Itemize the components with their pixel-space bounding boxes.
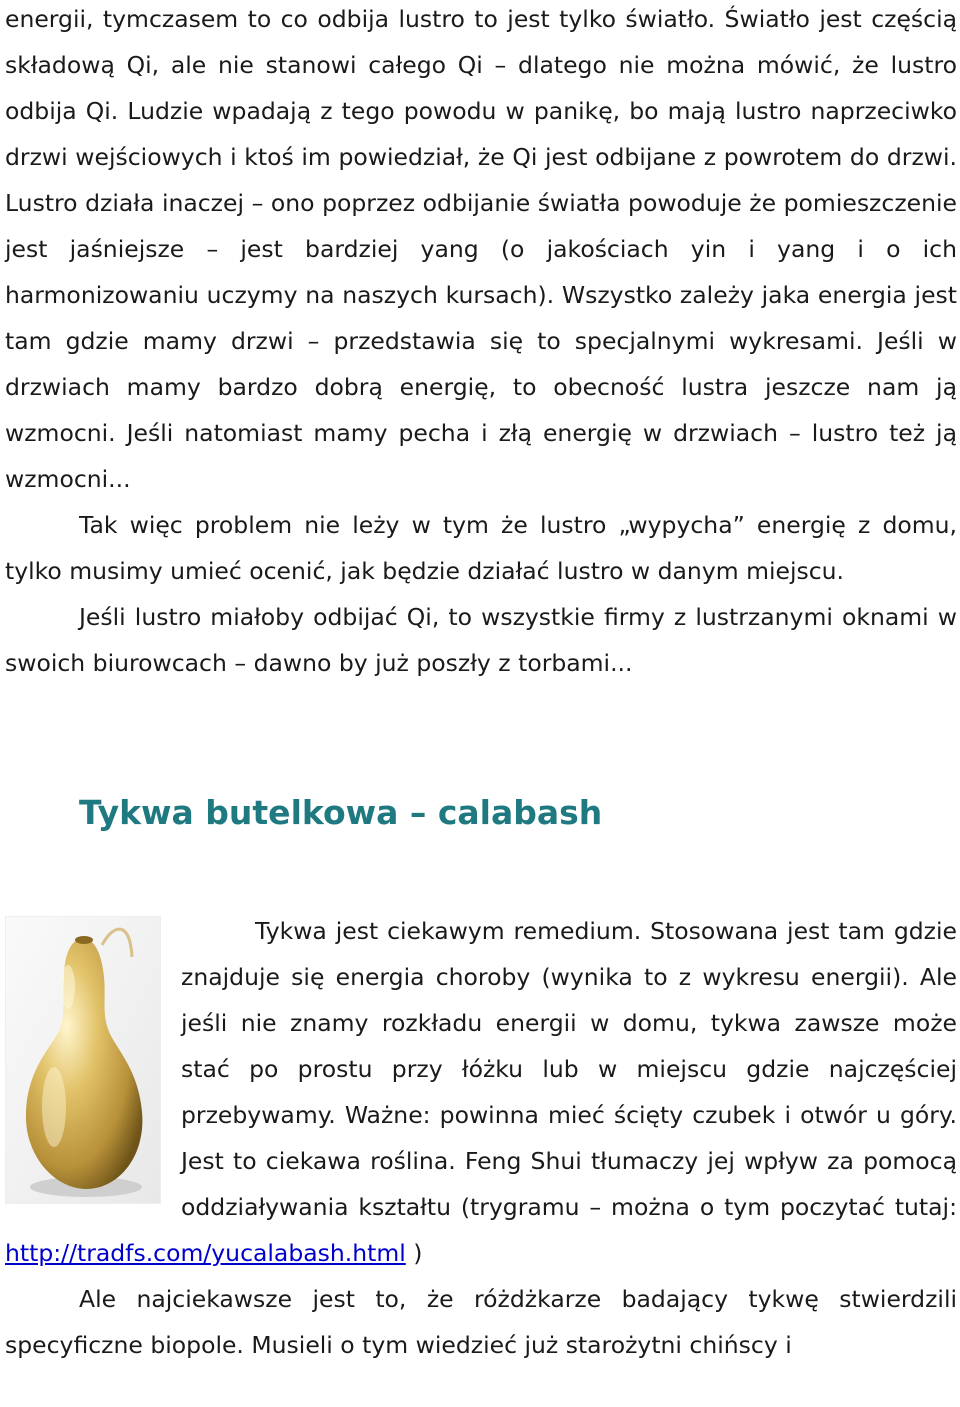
calabash-gourd-icon xyxy=(6,917,160,1203)
document-page xyxy=(5,0,957,1359)
paragraph-calabash-text: Tykwa jest ciekawym remedium. Stosowana jest tam gdzie znajduje się energia choroby (wynika to z wykresu energii). Ale jeśli nie znamy rozkładu energii w domu, tykwa zawsze może stać po prostu przy łóżku lub w miejscu gdzie najczęściej przebywamy. Ważne: powinna mieć ścięty czubek i otwór u góry. Jest to ciekawa roślina. Feng Shui tłumaczy jej wpływ za pomocą oddziaływania kształtu (trygramu – można o tym poczytać tutaj: xyxy=(181,917,957,1221)
calabash-link[interactable]: http://tradfs.com/yucalabash.html xyxy=(5,1239,406,1267)
section-heading-calabash: Tykwa butelkowa – calabash xyxy=(79,793,603,832)
paragraph-mirror-offices: Jeśli lustro miałoby odbijać Qi, to wszystkie firmy z lustrzanymi oknami w swoich biurowcach – dawno by już poszły z torbami... xyxy=(5,603,957,677)
paragraph-mirror-light: energii, tymczasem to co odbija lustro to jest tylko światło. Światło jest częścią składową Qi, ale nie stanowi całego Qi – dlatego nie można mówić, że lustro odbija Qi. Ludzie wpadają z tego powodu w panikę, bo mają lustro naprzeciwko drzwi wejściowych i ktoś im powiedział, że Qi jest odbijane z powrotem do drzwi. Lustro działa inaczej – ono poprzez odbijanie światła powoduje że pomieszczenie jest jaśniejsze – jest bardziej yang (o jakościach yin i yang i o ich harmonizowaniu uczymy na naszych kursach). Wszystko zależy jaka energia jest tam gdzie mamy drzwi – przedstawia się to specjalnymi wykresami. Jeśli w drzwiach mamy bardzo dobrą energię, to obecność lustra jeszcze nam ją wzmocni. Jeśli natomiast mamy pecha i złą energię w drzwiach – lustro też ją wzmocni... xyxy=(5,5,957,493)
calabash-section xyxy=(5,908,957,1368)
paragraph-calabash-close: ) xyxy=(405,1239,423,1267)
paragraph-mirror-problem: Tak więc problem nie leży w tym że lustro „wypycha” energię z domu, tylko musimy umieć ocenić, jak będzie działać lustro w danym miejscu. xyxy=(5,511,957,585)
paragraph-dowsers: Ale najciekawsze jest to, że różdżkarze badający tykwę stwierdzili specyficzne biopole. Musieli o tym wiedzieć już starożytni chińscy i xyxy=(5,1285,957,1359)
calabash-image xyxy=(5,916,161,1204)
